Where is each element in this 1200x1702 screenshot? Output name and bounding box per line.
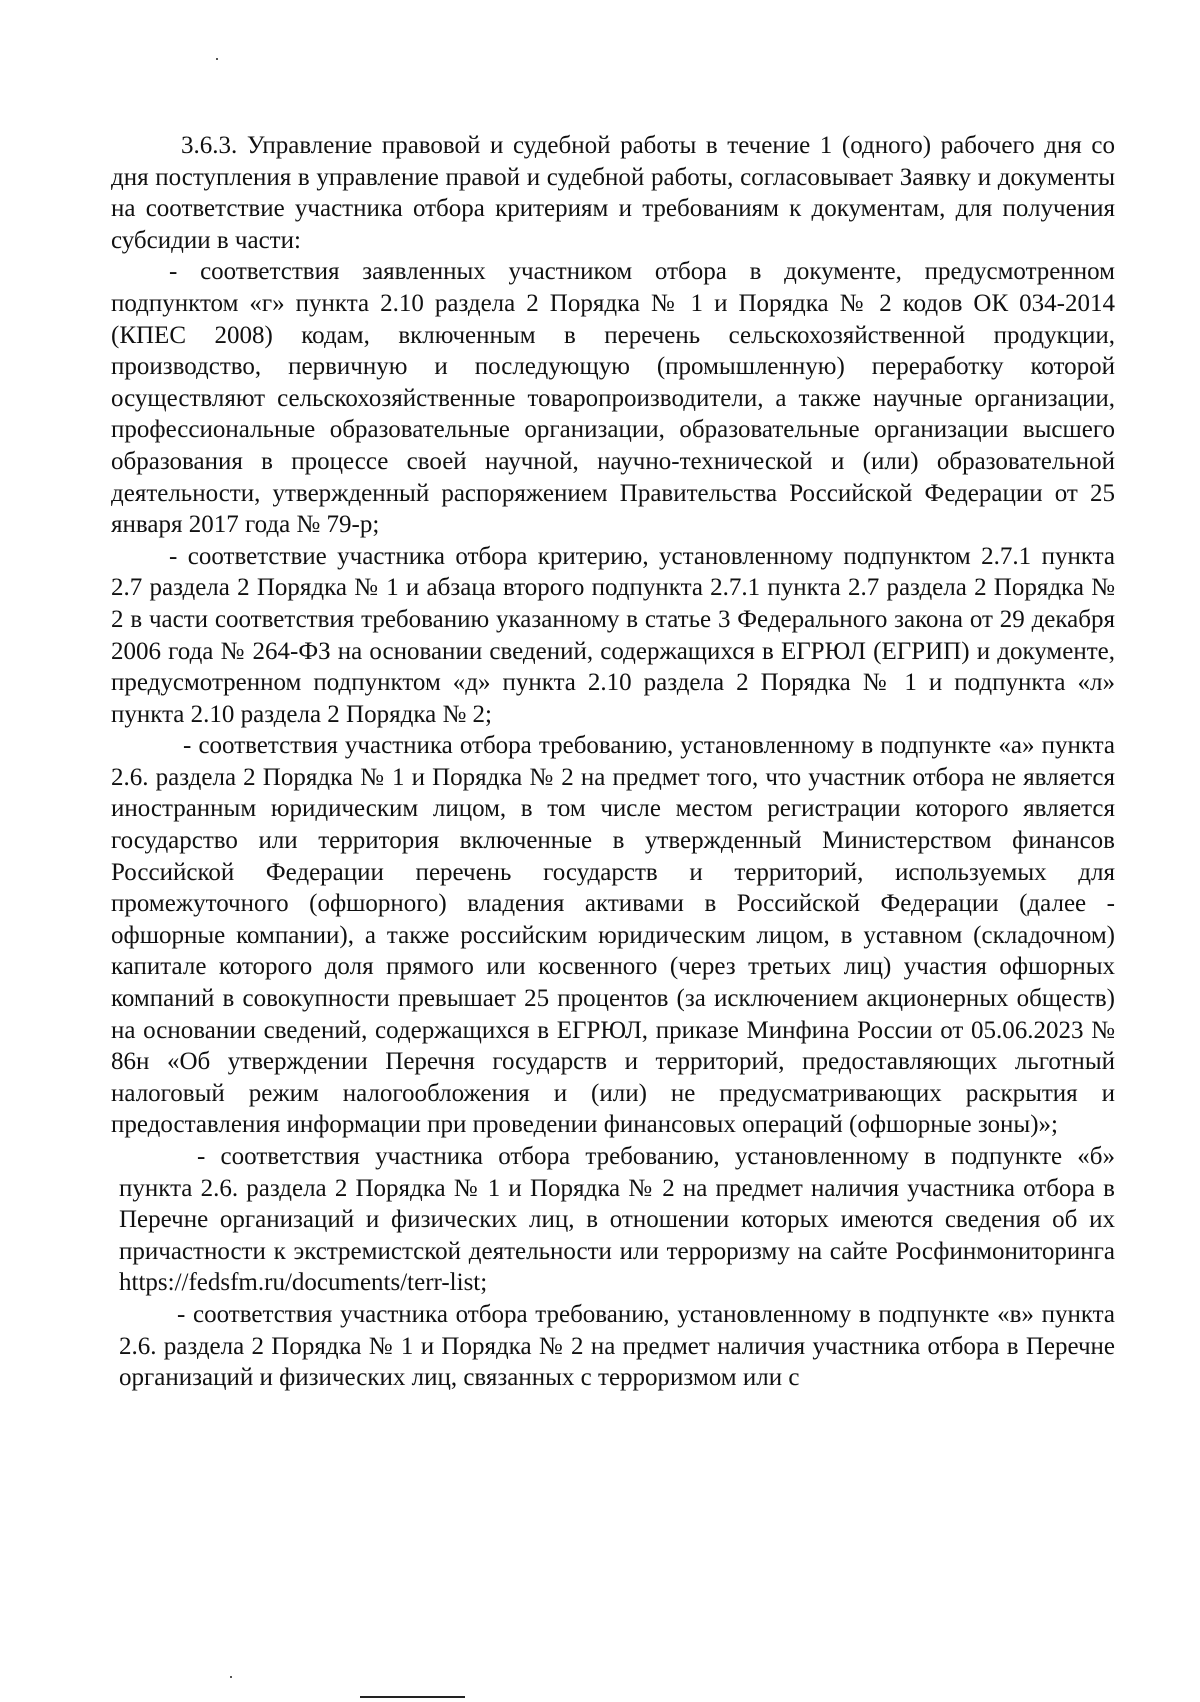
paragraph-intro: 3.6.3. Управление правовой и судебной работы в течение 1 (одного) рабочего дня со дня поступления в управление правой и судебной работы, согласовывает Заявку и документы на соответствие участника отбора критериям и требованиям к документам, для получения субсидии в части:	[111, 132, 1115, 254]
paragraph-offshore-requirement: - соответствия участника отбора требованию, установленному в подпункте «а» пункта 2.6. раздела 2 Порядка № 1 и Порядка № 2 на предмет того, что участник отбора не является иностранным юридическим лицом, в том числе местом регистрации которого является государство или территория включенные в утвержденный Министерством финансов Российской Федерации перечень государств и территорий, используемых для промежуточного (офшорного) владения активами в Российской Федерации (далее - офшорные компании), а также российским юридическим лицом, в уставном (складочном) капитале которого доля прямого или косвенного (через третьих лиц) участия офшорных компаний в совокупности превышает 25 процентов (за исключением акционерных обществ) на основании сведений, содержащихся в ЕГРЮЛ, приказе Минфина России от 05.06.2023 № 86н «Об утверждении Перечня государств и территорий, предоставляющих льготный налоговый режим налогообложения и (или) не предусматривающих раскрытия и предоставления информации при проведении финансовых операций (офшорные зоны)»;	[111, 732, 1115, 1139]
paragraph-criterion-2-7-1: - соответствие участника отбора критерию, установленному подпунктом 2.7.1 пункта 2.7 раздела 2 Порядка № 1 и абзаца второго подпункта 2.7.1 пункта 2.7 раздела 2 Порядка № 2 в части соответствия требованию указанному в статье 3 Федерального закона от 29 декабря 2006 года № 264-ФЗ на основании сведений, содержащихся в ЕГРЮЛ (ЕГРИП) и документе, предусмотренном подпунктом «д» пункта 2.10 раздела 2 Порядка № 1 и подпункта «л» пункта 2.10 раздела 2 Порядка № 2;	[111, 542, 1115, 728]
scan-speck	[216, 58, 218, 60]
document-body	[111, 130, 1115, 1394]
paragraph-extremism-list: - соответствия участника отбора требованию, установленному в подпункте «б» пункта 2.6. раздела 2 Порядка № 1 и Порядка № 2 на предмет наличия участника отбора в Перечне организаций и физических лиц, в отношении которых имеются сведения об их причастности к экстремистской деятельности или терроризму на сайте Росфинмониторинга https://fedsfm.ru/documents/terr-list;	[119, 1143, 1115, 1297]
footer-rule	[360, 1696, 465, 1698]
paragraph-terrorism-list: - соответствия участника отбора требованию, установленному в подпункте «в» пункта 2.6. раздела 2 Порядка № 1 и Порядка № 2 на предмет наличия участника отбора в Перечне организаций и физических лиц, связанных с терроризмом или с	[119, 1300, 1115, 1392]
paragraph-okpd-codes: - соответствия заявленных участником отбора в документе, предусмотренном подпунктом «г» пункта 2.10 раздела 2 Порядка № 1 и Порядка № 2 кодов ОК 034-2014 (КПЕС 2008) кодам, включенным в перечень сельскохозяйственной продукции, производство, первичную и последующую (промышленную) переработку которой осуществляют сельскохозяйственные товаропроизводители, а также научные организации, профессиональные образовательные организации, образовательные организации высшего образования в процессе своей научной, научно-технической и (или) образовательной деятельности, утвержденный распоряжением Правительства Российской Федерации от 25 января 2017 года № 79-р;	[111, 258, 1115, 539]
scan-speck	[230, 1676, 232, 1678]
